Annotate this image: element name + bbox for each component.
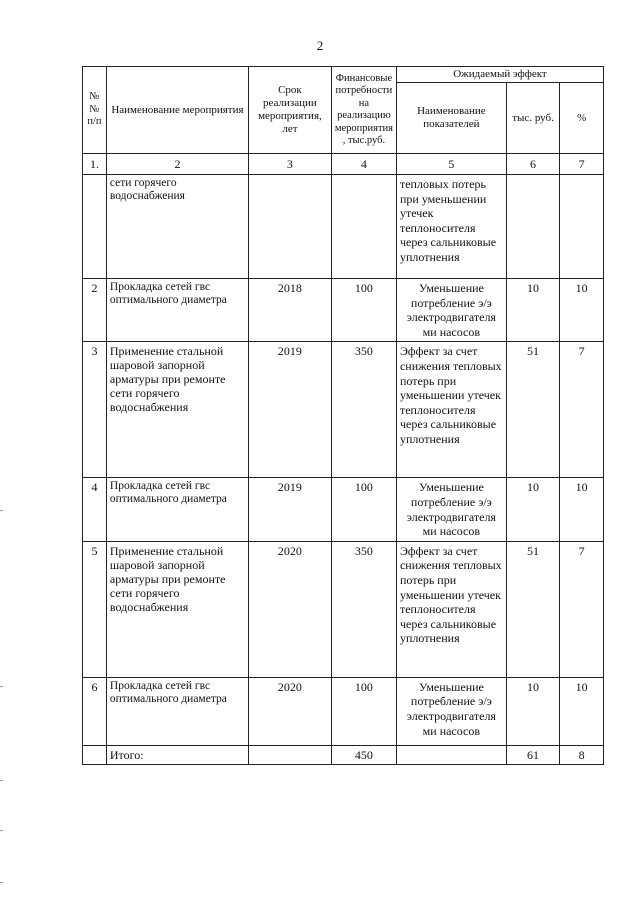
row-effect: Эффект за счет снижения тепловых потерь при уменьшении утечек теплоносителя через сальниковые уплотнения [396,541,506,677]
row-rub: 10 [506,677,560,745]
row-num: 2 [83,279,107,342]
scan-mark [0,686,3,687]
row-effect: Эффект за счет снижения тепловых потерь при уменьшении утечек теплоносителя через сальниковые уплотнения [396,342,506,478]
row-rub [506,175,560,279]
header-name: Наименование мероприятия [106,67,248,154]
row-finance: 350 [331,342,396,478]
row-num: 6 [83,677,107,745]
row-num: 5 [83,541,107,677]
row-effect: Уменьшение потребление э/э электродвигателя ми насосов [396,478,506,541]
row-name: Прокладка сетей гвс оптимального диаметра [106,279,248,342]
table-row [83,478,604,541]
row-year: 2020 [249,541,332,677]
row-year: 2019 [249,478,332,541]
row-name: Применение стальной шаровой запорной арматуры при ремонте сети горячего водоснабжения [106,342,248,478]
col-number: 4 [331,154,396,175]
row-rub: 51 [506,541,560,677]
total-pct: 8 [560,745,604,764]
row-num [83,175,107,279]
col-number: 7 [560,154,604,175]
row-pct: 10 [560,279,604,342]
measures-table [82,66,604,765]
row-name: Прокладка сетей гвс оптимального диаметра [106,478,248,541]
header-finance: Финансовые потребности на реализацию мероприятия , тыс.руб. [331,67,396,154]
total-year [249,745,332,764]
table-row [83,342,604,478]
row-pct: 7 [560,342,604,478]
row-pct: 7 [560,541,604,677]
row-finance [331,175,396,279]
row-name: Применение стальной шаровой запорной арматуры при ремонте сети горячего водоснабжения [106,541,248,677]
row-finance: 100 [331,677,396,745]
row-finance: 350 [331,541,396,677]
row-pct: 10 [560,478,604,541]
row-effect: Уменьшение потребление э/э электродвигателя ми насосов [396,677,506,745]
row-year: 2019 [249,342,332,478]
scan-mark [0,882,3,883]
total-num [83,745,107,764]
header-indicators: Наименование показателей [396,83,506,154]
header-num: №№ п/п [83,67,107,154]
scan-mark [0,780,3,781]
row-name: сети горячего водоснабжения [106,175,248,279]
total-label: Итого: [106,745,248,764]
table-row [83,175,604,279]
table-row [83,677,604,745]
col-number: 1. [83,154,107,175]
table-row [83,279,604,342]
row-num: 4 [83,478,107,541]
col-number: 2 [106,154,248,175]
row-rub: 10 [506,279,560,342]
row-effect: Уменьшение потребление э/э электродвигателя ми насосов [396,279,506,342]
row-name: Прокладка сетей гвс оптимального диаметра [106,677,248,745]
row-finance: 100 [331,279,396,342]
header-thousand-rub: тыс. руб. [506,83,560,154]
row-pct [560,175,604,279]
col-number: 5 [396,154,506,175]
table-row [83,541,604,677]
header-term: Срок реализации мероприятия, лет [249,67,332,154]
total-finance: 450 [331,745,396,764]
total-row [83,745,604,764]
col-number: 3 [249,154,332,175]
row-rub: 10 [506,478,560,541]
row-pct: 10 [560,677,604,745]
row-year: 2020 [249,677,332,745]
row-effect: тепловых потерь при уменьшении утечек теплоносителя через сальниковые уплотнения [396,175,506,279]
col-number: 6 [506,154,560,175]
total-rub: 61 [506,745,560,764]
row-num: 3 [83,342,107,478]
row-year [249,175,332,279]
scan-mark [0,510,3,511]
page-number: 2 [316,38,324,53]
row-rub: 51 [506,342,560,478]
total-effect [396,745,506,764]
header-effect: Ожидаемый эффект [396,67,603,83]
row-finance: 100 [331,478,396,541]
scan-mark [0,830,3,831]
header-percent: % [560,83,604,154]
row-year: 2018 [249,279,332,342]
